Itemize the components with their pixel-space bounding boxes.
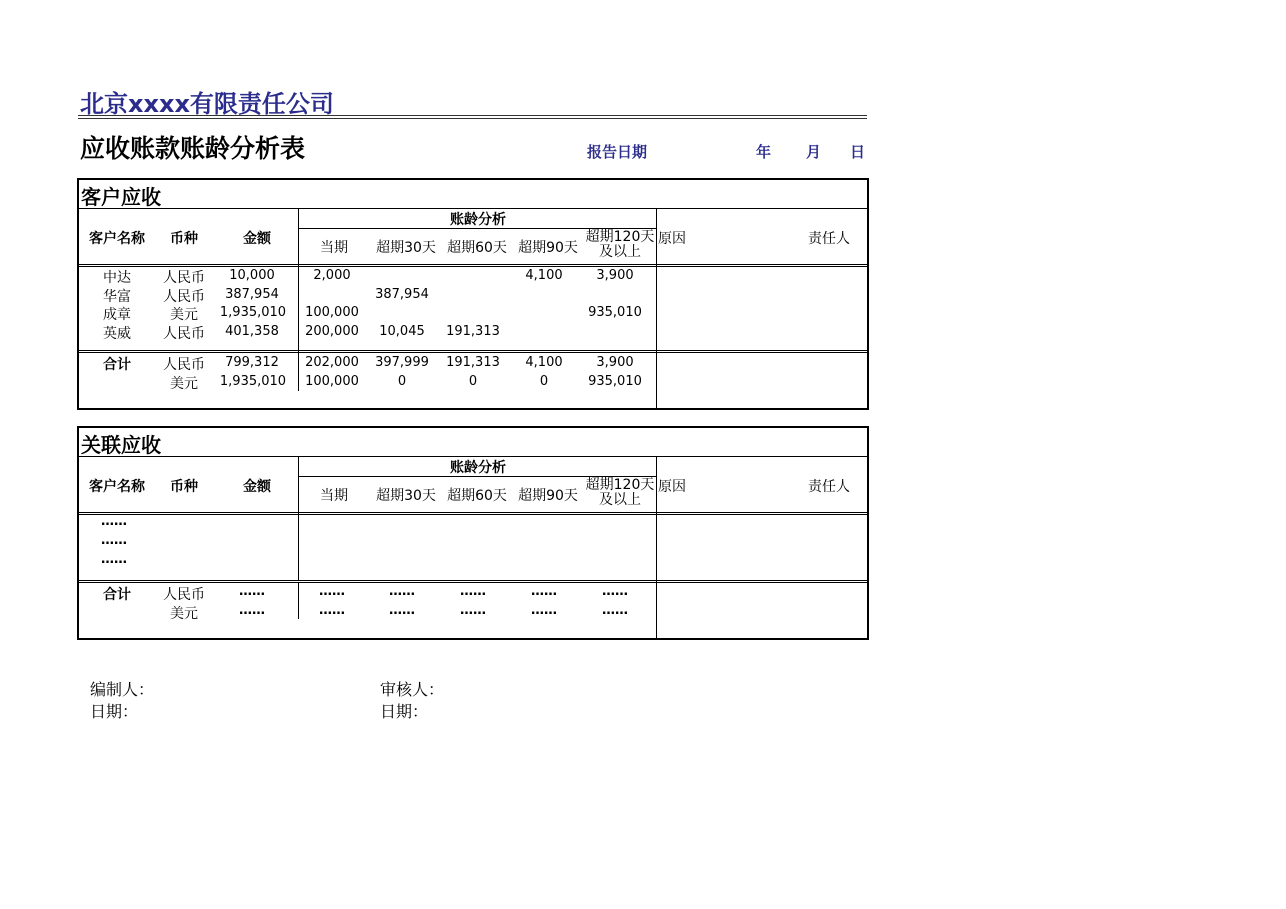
- total-over60: ……: [460, 584, 486, 599]
- row-customer: 英威: [103, 326, 131, 342]
- col-customer-header: 客户名称: [89, 479, 145, 495]
- col-reason-header: 原因: [658, 479, 686, 495]
- col-over60-header: 超期60天: [447, 488, 507, 504]
- row-currency: 人民币: [163, 289, 205, 305]
- divider: [79, 350, 867, 353]
- total-over60: ……: [460, 603, 486, 618]
- total-over30: 397,999: [375, 355, 429, 370]
- total-over120: ……: [602, 584, 628, 599]
- col-current-header: 当期: [320, 240, 348, 256]
- related-receivables-table: [77, 426, 869, 640]
- col-currency-header: 币种: [170, 231, 198, 247]
- total-current: 202,000: [305, 355, 359, 370]
- total-over120: 3,900: [596, 355, 634, 370]
- col-reason-header: 原因: [658, 231, 686, 247]
- divider: [298, 583, 299, 619]
- over120-line1: 超期120天: [585, 477, 655, 493]
- row-customer: 成章: [103, 307, 131, 323]
- total-over90: ……: [531, 584, 557, 599]
- row-over90: 4,100: [525, 268, 563, 283]
- title-rule-top: [78, 115, 867, 116]
- preparer-date-label: 日期：: [90, 702, 139, 721]
- col-over90-header: 超期90天: [518, 240, 578, 256]
- row-amount: 387,954: [225, 287, 279, 302]
- row-currency: 美元: [170, 307, 198, 323]
- title-rule-bottom: [78, 118, 867, 119]
- col-over30-header: 超期30天: [376, 240, 436, 256]
- aging-header: 账龄分析: [450, 212, 506, 228]
- col-current-header: 当期: [320, 488, 348, 504]
- total-over30: ……: [389, 584, 415, 599]
- total-current: 100,000: [305, 374, 359, 389]
- row-currency: 人民币: [163, 270, 205, 286]
- total-current: ……: [319, 603, 345, 618]
- list-item: ……: [101, 552, 127, 567]
- row-over30: 10,045: [379, 324, 425, 339]
- company-name: 北京xxxx有限责任公司: [80, 90, 334, 118]
- col-owner-header: 责任人: [808, 479, 850, 495]
- row-amount: 1,935,010: [219, 305, 287, 320]
- total-amount: ……: [239, 584, 265, 599]
- over120-line2: 及以上: [599, 492, 641, 508]
- section-title: 关联应收: [81, 433, 161, 457]
- total-currency: 人民币: [163, 587, 205, 603]
- row-over120: 3,900: [596, 268, 634, 283]
- reviewer-label: 审核人：: [380, 680, 445, 699]
- row-amount: 401,358: [225, 324, 279, 339]
- col-over120-header: [584, 478, 656, 508]
- total-currency: 美元: [170, 606, 198, 622]
- report-date-label: 报告日期: [587, 143, 648, 161]
- customer-receivables-table: [77, 178, 869, 410]
- total-amount: 1,935,010: [219, 374, 287, 389]
- col-over30-header: 超期30天: [376, 488, 436, 504]
- col-over120-header: [584, 230, 656, 260]
- row-current: 100,000: [305, 305, 359, 320]
- divider: [79, 580, 867, 583]
- row-current: 200,000: [305, 324, 359, 339]
- over120-line2: 及以上: [599, 244, 641, 260]
- total-over120: ……: [602, 603, 628, 618]
- divider: [656, 457, 657, 638]
- total-over30: ……: [389, 603, 415, 618]
- col-amount-header: 金额: [243, 479, 271, 495]
- total-label: 合计: [103, 357, 131, 373]
- total-amount: 799,312: [225, 355, 279, 370]
- col-currency-header: 币种: [170, 479, 198, 495]
- section-title: 客户应收: [81, 185, 161, 209]
- col-customer-header: 客户名称: [89, 231, 145, 247]
- row-customer: 中达: [103, 270, 131, 286]
- total-over120: 935,010: [588, 374, 642, 389]
- col-owner-header: 责任人: [808, 231, 850, 247]
- preparer-label: 编制人：: [90, 680, 155, 699]
- divider: [298, 209, 299, 391]
- total-over30: 0: [397, 374, 407, 389]
- aging-header: 账龄分析: [450, 460, 506, 476]
- total-current: ……: [319, 584, 345, 599]
- total-over90: 4,100: [525, 355, 563, 370]
- divider: [656, 209, 657, 408]
- row-currency: 人民币: [163, 326, 205, 342]
- total-currency: 人民币: [163, 357, 205, 373]
- total-over90: 0: [539, 374, 549, 389]
- row-current: 2,000: [313, 268, 351, 283]
- row-customer: 华富: [103, 289, 131, 305]
- row-over60: 191,313: [446, 324, 500, 339]
- total-label: 合计: [103, 587, 131, 603]
- list-item: ……: [101, 514, 127, 529]
- col-over60-header: 超期60天: [447, 240, 507, 256]
- over120-line1: 超期120天: [585, 229, 655, 245]
- row-amount: 10,000: [229, 268, 275, 283]
- row-over30: 387,954: [375, 287, 429, 302]
- col-amount-header: 金额: [243, 231, 271, 247]
- reviewer-date-label: 日期：: [380, 702, 429, 721]
- divider: [79, 512, 867, 515]
- report-date-year: 年: [756, 143, 772, 161]
- col-over90-header: 超期90天: [518, 488, 578, 504]
- total-currency: 美元: [170, 376, 198, 392]
- list-item: ……: [101, 533, 127, 548]
- report-date-month: 月: [806, 143, 822, 161]
- total-over60: 0: [468, 374, 478, 389]
- report-date-day: 日: [850, 143, 866, 161]
- row-over120: 935,010: [588, 305, 642, 320]
- total-over90: ……: [531, 603, 557, 618]
- total-amount: ……: [239, 603, 265, 618]
- report-title: 应收账款账龄分析表: [80, 134, 306, 163]
- total-over60: 191,313: [446, 355, 500, 370]
